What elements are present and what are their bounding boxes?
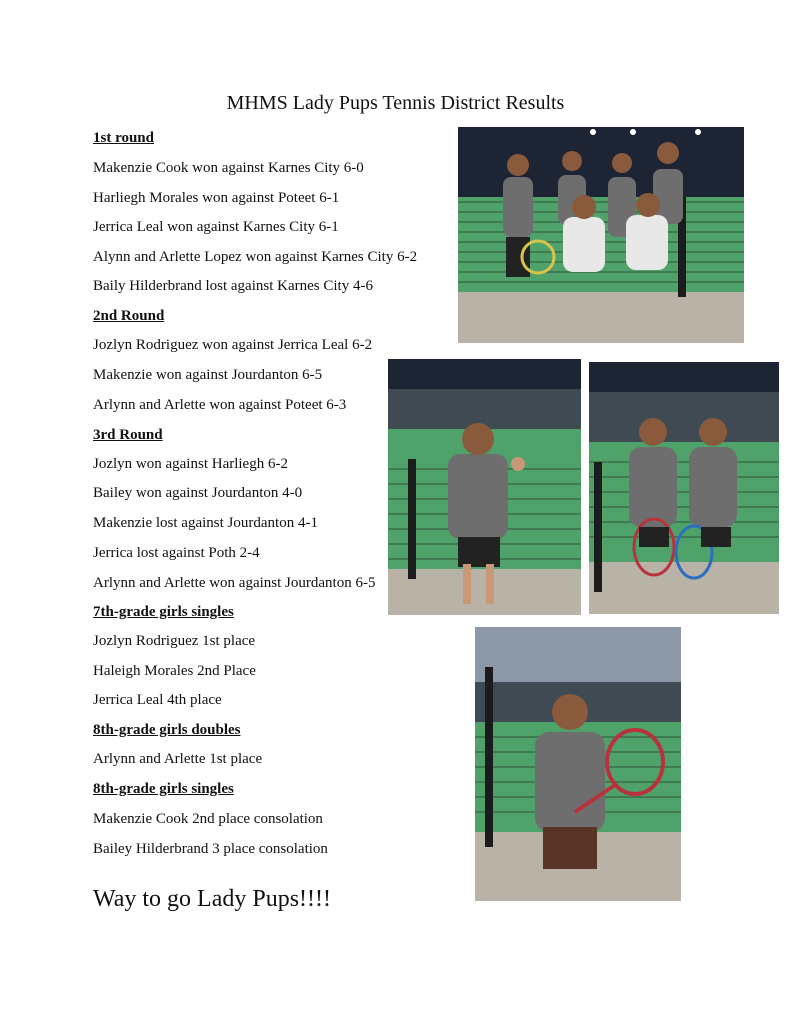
page-title: MHMS Lady Pups Tennis District Results	[226, 92, 565, 114]
player-photo-waving	[388, 359, 581, 615]
result-line: Jozlyn won against Harliegh 6-2	[93, 456, 288, 472]
result-line: Arlynn and Arlette won against Jourdanton 6-5	[93, 575, 376, 591]
section-heading: 8th-grade girls singles	[93, 781, 234, 797]
section-heading: 2nd Round	[93, 308, 165, 324]
result-line: Arlynn and Arlette won against Poteet 6-3	[93, 397, 347, 413]
result-line: Alynn and Arlette Lopez won against Karnes City 6-2	[93, 249, 418, 265]
result-line: Jozlyn Rodriguez won against Jerrica Leal 6-2	[93, 337, 373, 353]
result-line: Makenzie won against Jourdanton 6-5	[93, 367, 323, 383]
result-line: Harliegh Morales won against Poteet 6-1	[93, 190, 340, 206]
team-group-photo	[458, 127, 744, 343]
result-line: Makenzie lost against Jourdanton 4-1	[93, 515, 318, 531]
result-line: Makenzie Cook won against Karnes City 6-0	[93, 160, 364, 176]
result-line: Jerrica Leal 4th place	[93, 692, 222, 708]
singles-player-photo	[475, 627, 681, 901]
section-heading: 3rd Round	[93, 427, 163, 443]
result-line: Jozlyn Rodriguez 1st place	[93, 633, 256, 649]
result-line: Arlynn and Arlette 1st place	[93, 751, 263, 767]
result-line: Jerrica lost against Poth 2-4	[93, 545, 260, 561]
result-line: Bailey Hilderbrand 3 place consolation	[93, 841, 328, 857]
result-line: Baily Hilderbrand lost against Karnes City 4-6	[93, 278, 373, 294]
section-heading: 8th-grade girls doubles	[93, 722, 241, 738]
section-heading: 7th-grade girls singles	[93, 604, 234, 620]
result-line: Makenzie Cook 2nd place consolation	[93, 811, 323, 827]
result-line: Jerrica Leal won against Karnes City 6-1	[93, 219, 339, 235]
section-heading: 1st round	[93, 130, 154, 146]
result-line: Bailey won against Jourdanton 4-0	[93, 485, 303, 501]
result-line: Haleigh Morales 2nd Place	[93, 663, 256, 679]
closing-message: Way to go Lady Pups!!!!	[93, 886, 332, 912]
doubles-pair-photo	[589, 362, 779, 614]
